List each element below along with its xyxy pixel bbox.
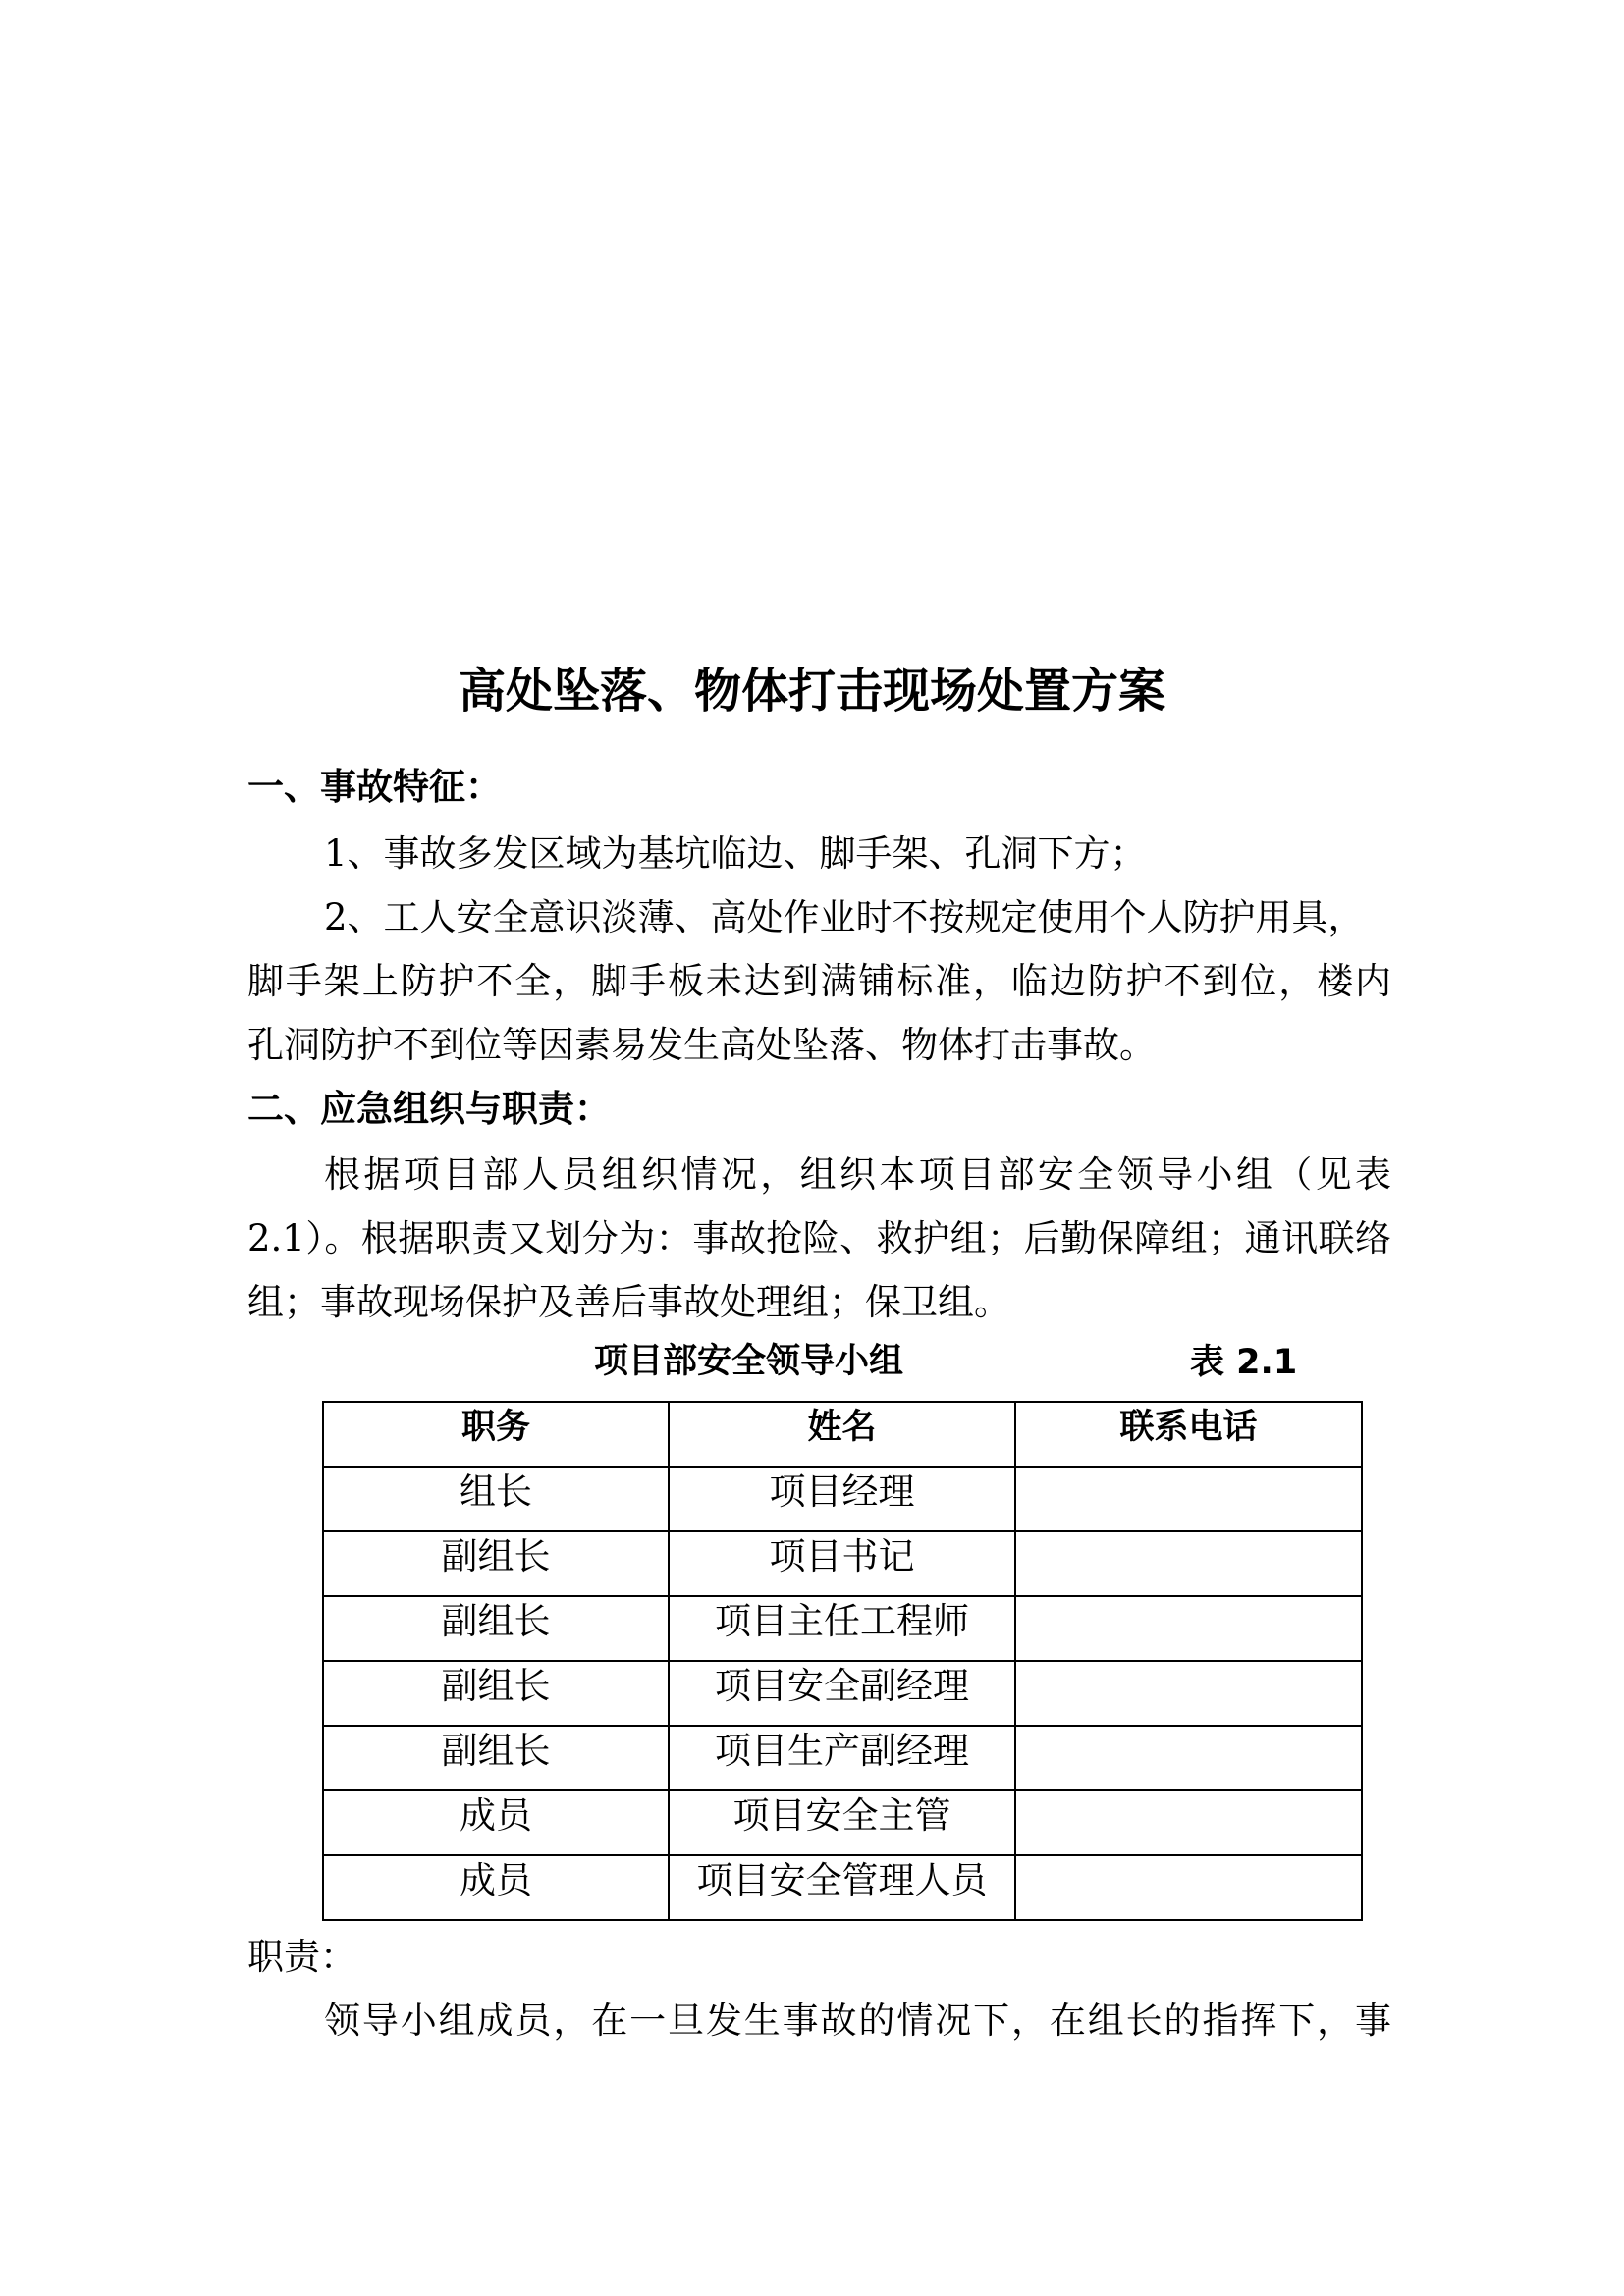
cell-position: 组长 (323, 1467, 669, 1531)
table-caption: 项目部安全领导小组 (594, 1342, 904, 1381)
table-row (323, 1531, 1362, 1596)
duties-label: 职责： (247, 1936, 356, 1978)
header-cell: 职务 (323, 1402, 669, 1467)
section-heading-accident-features: 一、事故特征： (247, 766, 502, 808)
table-row (323, 1661, 1362, 1726)
paragraph-line: 脚手架上防护不全，脚手板未达到满铺标准，临边防护不到位，楼内 (247, 960, 1391, 1002)
paragraph-line: 1、事故多发区域为基坑临边、脚手架、孔洞下方； (324, 832, 1147, 875)
cell-name: 项目安全管理人员 (669, 1855, 1015, 1920)
cell-phone (1015, 1596, 1362, 1661)
table-label-text: 表 2.1 (1190, 1343, 1298, 1382)
leadership-table (322, 1401, 1363, 1921)
cell-position: 成员 (323, 1790, 669, 1855)
cell-position: 副组长 (323, 1531, 669, 1596)
cell-name: 项目主任工程师 (669, 1596, 1015, 1661)
cell-position: 副组长 (323, 1596, 669, 1661)
cell-name: 项目生产副经理 (669, 1726, 1015, 1790)
paragraph-line: 2.1）。根据职责又划分为：事故抢险、救护组；后勤保障组；通讯联络 (247, 1217, 1391, 1259)
cell-name: 项目书记 (669, 1531, 1015, 1596)
table-label (1190, 1337, 1297, 1387)
paragraph-line: 孔洞防护不到位等因素易发生高处坠落、物体打击事故。 (247, 1024, 1156, 1066)
header-cell: 联系电话 (1015, 1402, 1362, 1467)
table-row (323, 1596, 1362, 1661)
cell-phone (1015, 1661, 1362, 1726)
cell-phone (1015, 1726, 1362, 1790)
cell-name: 项目经理 (669, 1467, 1015, 1531)
table-row (323, 1855, 1362, 1920)
table-row (323, 1467, 1362, 1531)
table-row (323, 1726, 1362, 1790)
table-header-row (323, 1402, 1362, 1467)
document-title: 高处坠落、物体打击现场处置方案 (458, 664, 1165, 719)
cell-position: 副组长 (323, 1726, 669, 1790)
paragraph-line: 根据项目部人员组织情况，组织本项目部安全领导小组（见表 (324, 1153, 1391, 1196)
paragraph-line: 2、工人安全意识淡薄、高处作业时不按规定使用个人防护用具， (324, 896, 1365, 938)
cell-name: 项目安全主管 (669, 1790, 1015, 1855)
cell-phone (1015, 1531, 1362, 1596)
paragraph-line: 领导小组成员，在一旦发生事故的情况下，在组长的指挥下，事 (324, 2000, 1391, 2042)
cell-name: 项目安全副经理 (669, 1661, 1015, 1726)
cell-phone (1015, 1855, 1362, 1920)
paragraph-line: 组；事故现场保护及善后事故处理组；保卫组。 (247, 1281, 1010, 1323)
cell-position: 成员 (323, 1855, 669, 1920)
cell-phone (1015, 1790, 1362, 1855)
cell-position: 副组长 (323, 1661, 669, 1726)
header-cell: 姓名 (669, 1402, 1015, 1467)
cell-phone (1015, 1467, 1362, 1531)
table-row (323, 1790, 1362, 1855)
section-heading-emergency-organization: 二、应急组织与职责： (247, 1088, 611, 1130)
